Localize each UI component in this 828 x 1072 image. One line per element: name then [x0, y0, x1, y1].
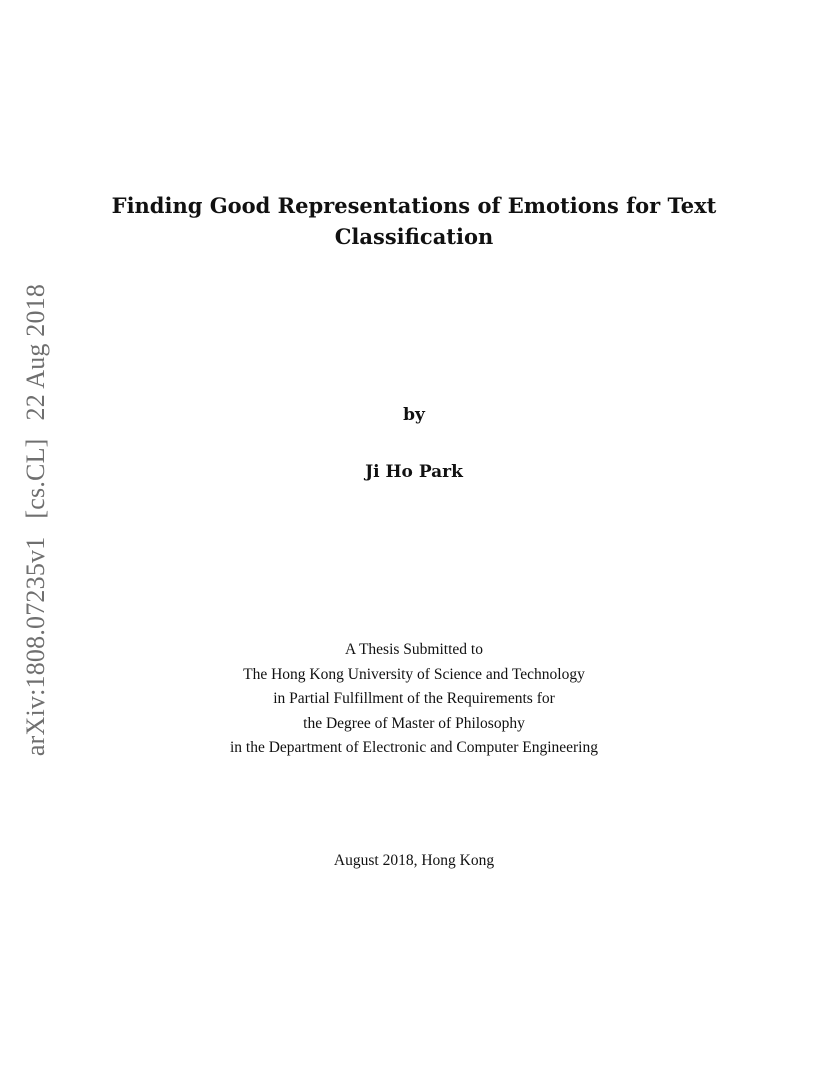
submission-line: A Thesis Submitted to [345, 641, 483, 658]
by-line: by [403, 405, 425, 425]
arxiv-category: [cs.CL] [21, 438, 50, 519]
thesis-title: Finding Good Representations of Emotions for Text Classification [111, 193, 717, 249]
submission-line: the Degree of Master of Philosophy [303, 714, 525, 732]
submission-line: in the Department of Electronic and Computer Engineering [229, 739, 598, 756]
date-place: August 2018, Hong Kong [333, 852, 495, 869]
author-name: Ji Ho Park [365, 462, 463, 482]
submission-statement [0, 638, 828, 761]
submission-line: The Hong Kong University of Science and Technology [243, 665, 585, 683]
arxiv-id[interactable]: arXiv:1808.07235v1 [21, 536, 50, 757]
arxiv-date: 22 Aug 2018 [21, 283, 50, 421]
submission-line: in Partial Fulfillment of the Requirements for [273, 690, 555, 707]
